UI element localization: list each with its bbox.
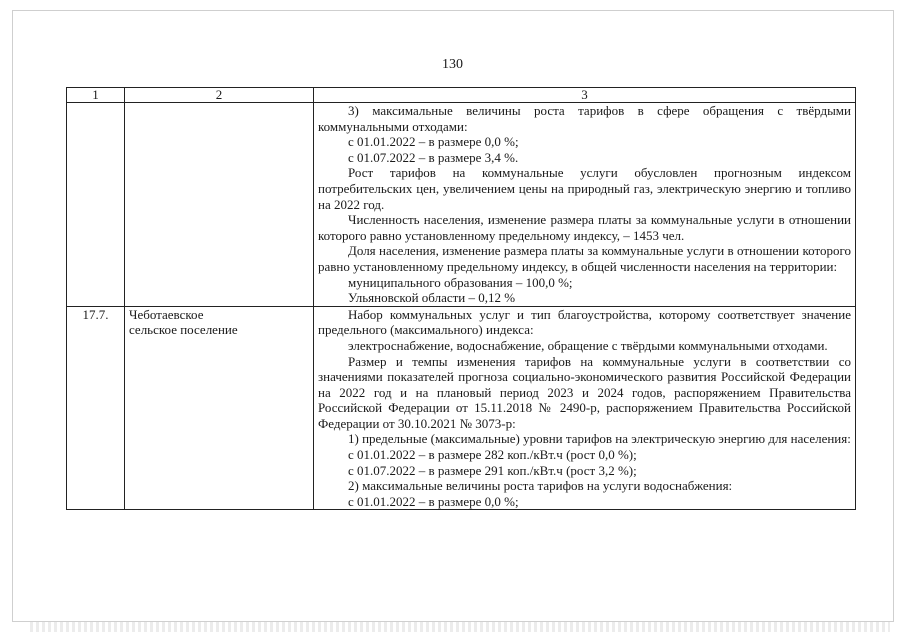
paragraph: 2) максимальные величины роста тарифов на услуги водоснабжения: [348,478,733,494]
paragraph: с 01.01.2022 – в размере 282 коп./кВт.ч (рост 0,0 %); [348,447,637,463]
paragraph: Рост тарифов на коммунальные услуги обусловлен прогнозным индексом потребительских цен, увеличением цены на природный газ, электрическую энергию и топливо на 2022 год. [318,165,851,212]
paragraph: 3) максимальные величины роста тарифов в сфере обращения с твёрдыми коммунальными отходами: [318,103,851,134]
settlement-name [125,306,314,510]
header-col-1: 1 [67,88,125,103]
page-number: 130 [442,57,463,72]
paragraph: муниципального образования – 100,0 %; [348,274,573,290]
header-col-2: 2 [125,88,314,103]
table-header [67,88,856,103]
paragraph: Ульяновской области – 0,12 % [348,290,516,306]
paragraph: Численность населения, изменение размера платы за коммунальные услуги в отношении которого равно установленному предельному индексу, – 1453 чел. [318,212,851,243]
table-row [67,103,856,307]
row-description [314,103,856,307]
scan-footer-noise [30,622,890,632]
paragraph: Набор коммунальных услуг и тип благоустройства, которому соответствует значение предельного (максимального) индекса: [318,306,851,338]
paragraph: с 01.01.2022 – в размере 0,0 %; [348,493,519,509]
paragraph: 1) предельные (максимальные) уровни тарифов на электрическую энергию для населения: [348,431,851,447]
tariff-table [66,87,856,510]
paragraph: электроснабжение, водоснабжение, обращение с твёрдыми коммунальными отходами. [348,337,828,353]
row-number: 17.7. [67,306,125,510]
header-row [67,88,856,103]
row-number [67,103,125,307]
paragraph: с 01.07.2022 – в размере 3,4 %. [348,149,519,165]
paragraph: с 01.07.2022 – в размере 291 коп./кВт.ч (рост 3,2 %); [348,462,637,478]
row-description [314,306,856,510]
table-row [67,306,856,510]
settlement-name [125,103,314,307]
paragraph: Доля населения, изменение размера платы за коммунальные услуги в отношении которого равно установленному предельному индексу, в общей численности населения на территории: [318,243,851,274]
paragraph: Размер и темпы изменения тарифов на коммунальные услуги в соответствии со значениями показателей прогноза социально-экономического развития Российской Федерации на 2022 год и на плановый период 2023 и 2024 годов, распоряжением Правительства Российской Федерации от 15.11.2018 № 2490-р, распоряжением Правительства Российской Федерации от 30.10.2021 № 3073-р: [318,353,851,431]
header-col-3: 3 [314,88,856,103]
paragraph: с 01.01.2022 – в размере 0,0 %; [348,134,519,150]
settlement-name-line: Чеботаевское [129,306,204,322]
settlement-name-line: сельское поселение [129,322,238,338]
